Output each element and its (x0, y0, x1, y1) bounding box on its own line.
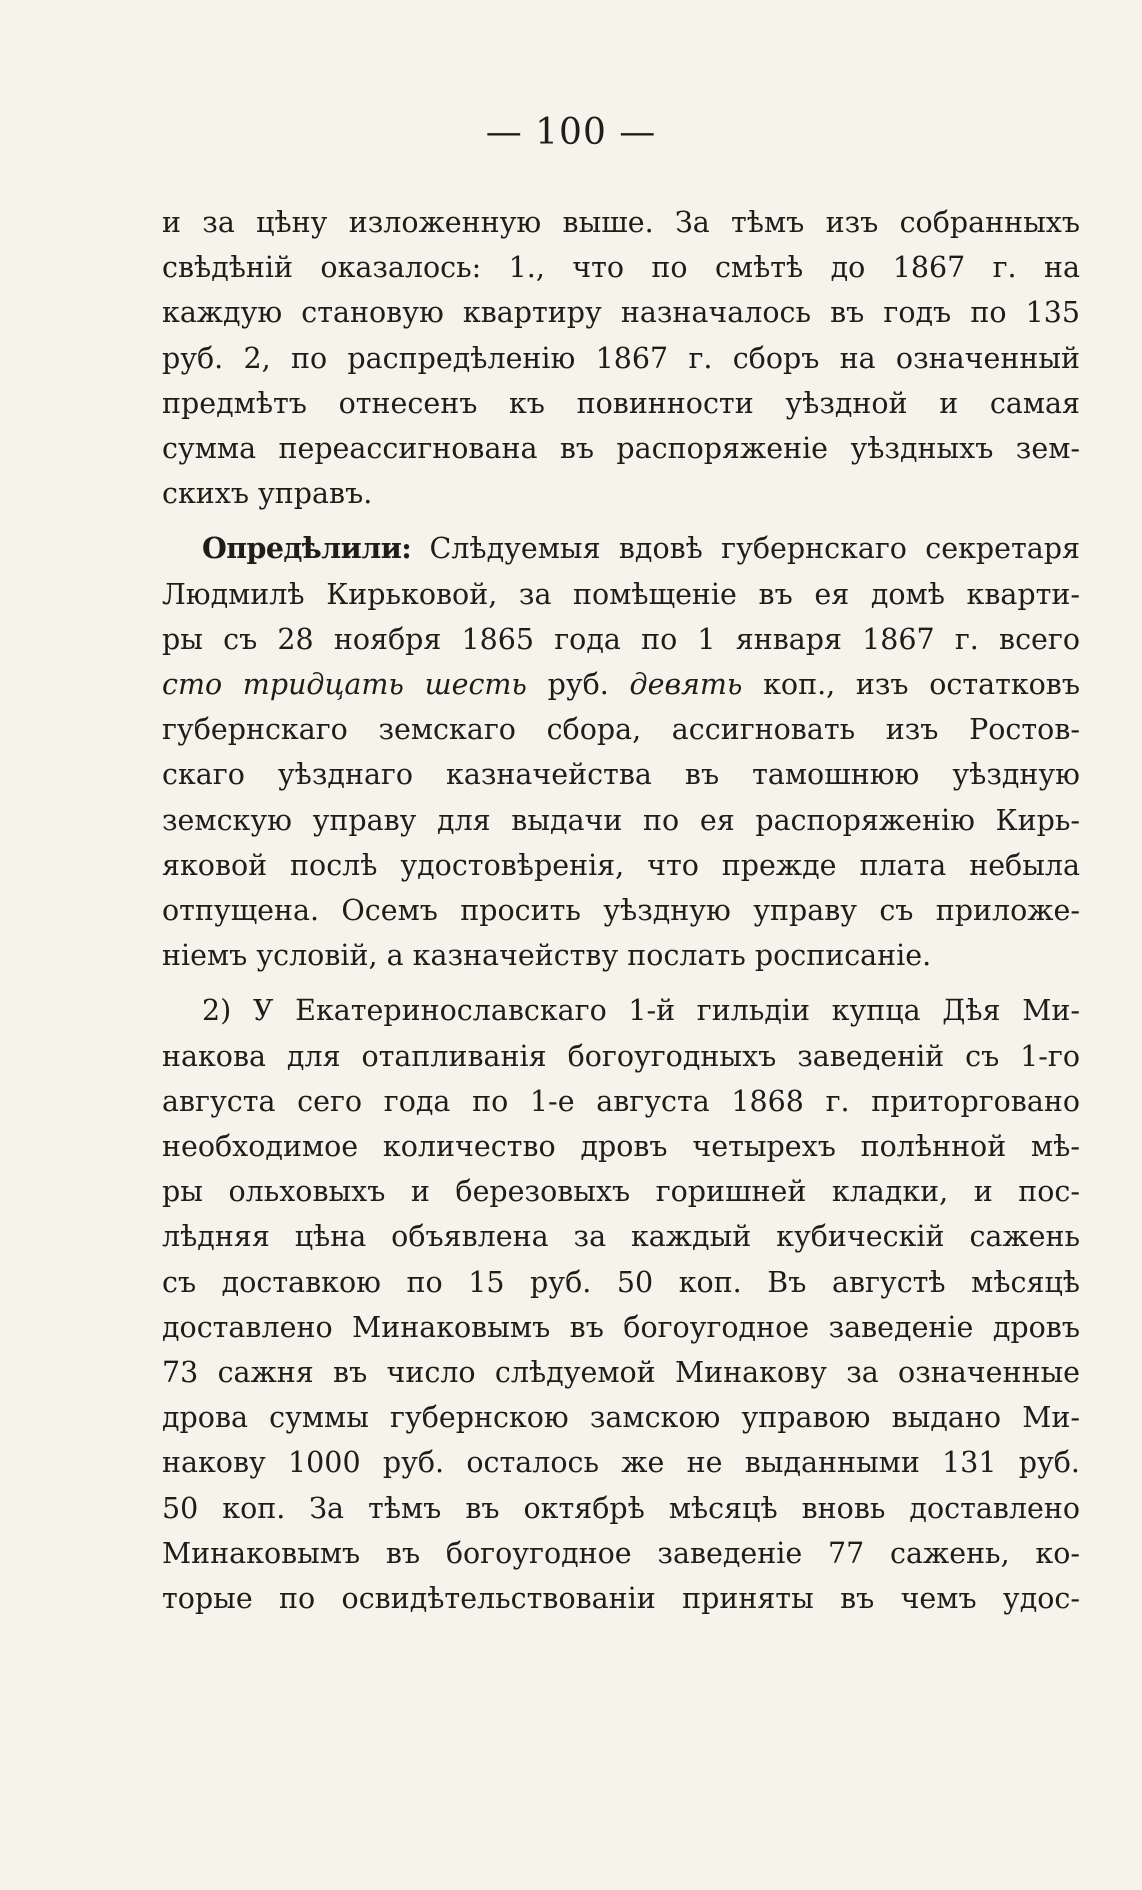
text-line: ры ольховыхъ и березовыхъ горишней кладки, и пос- (162, 1175, 1080, 1209)
text-line: губернскаго земскаго сбора, ассигновать изъ Ростов- (162, 713, 1080, 747)
text-line: сумма переассигнована въ распоряженіе уѣздныхъ зем- (162, 432, 1080, 466)
text-line: накову 1000 руб. осталось же не выданными 131 руб. (162, 1446, 1080, 1480)
text-line: Людмилѣ Кирьковой, за помѣщеніе въ ея домѣ кварти- (162, 577, 1080, 611)
text-line: 73 сажня въ число слѣдуемой Минакову за означенные (162, 1356, 1080, 1390)
text-line: свѣдѣній оказалось: 1., что по смѣтѣ до 1867 г. на (162, 251, 1080, 285)
italic-amount-rubles: сто тридцать шесть (162, 668, 527, 702)
text-line: дрова суммы губернскою замскою управою выдано Ми- (162, 1401, 1080, 1435)
text-line: скаго уѣзднаго казначейства въ тамошнюю уѣздную (162, 758, 1080, 792)
text-line: скихъ управъ. (162, 477, 373, 511)
text-line: ніемъ условій, а казначейству послать росписаніе. (162, 939, 932, 973)
text-line: 50 коп. За тѣмъ въ октябрѣ мѣсяцѣ вновь доставлено (162, 1491, 1080, 1525)
text-line: лѣдняя цѣна объявлена за каждый кубическій сажень (162, 1220, 1080, 1254)
text-run: руб. (526, 668, 630, 702)
text-line (162, 526, 1080, 571)
text-line: предмѣтъ отнесенъ къ повинности уѣздной и самая (162, 386, 1080, 420)
text-line: яковой послѣ удостовѣренія, что прежде плата небыла (162, 848, 1080, 882)
text-line: августа сего года по 1-е августа 1868 г. приторговано (162, 1084, 1080, 1118)
paragraph-2 (162, 526, 1080, 978)
text-line: каждую становую квартиру назначалось въ годъ по 135 (162, 296, 1080, 330)
resolution-label: Опредѣлили: (202, 531, 412, 566)
paragraph-3 (162, 988, 1080, 1621)
paragraph-1 (162, 200, 1080, 516)
text-line (162, 662, 1080, 707)
text-run: коп., изъ остатковъ (742, 668, 1080, 702)
text-line: накова для отапливанія богоугодныхъ заведеній съ 1-го (162, 1039, 1080, 1073)
text-line: отпущена. Осемъ просить уѣздную управу съ приложе- (162, 894, 1080, 928)
text-line: доставлено Минаковымъ въ богоугодное заведеніе дровъ (162, 1310, 1080, 1344)
text-line: и за цѣну изложенную выше. За тѣмъ изъ собранныхъ (162, 206, 1080, 239)
body-text (162, 200, 1080, 1621)
text-line: руб. 2, по распредѣленію 1867 г. сборъ на означенный (162, 341, 1080, 375)
text-run: Слѣдуемыя вдовѣ губернскаго секретаря (411, 532, 1080, 566)
text-line: Минаковымъ въ богоугодное заведеніе 77 сажень, ко- (162, 1536, 1080, 1570)
text-line: 2) У Екатеринославскаго 1-й гильдіи купца Дѣя Ми- (202, 994, 1080, 1028)
text-line: съ доставкою по 15 руб. 50 коп. Въ августѣ мѣсяцѣ (162, 1265, 1080, 1299)
page-number: — 100 — (485, 112, 657, 153)
text-line: земскую управу для выдачи по ея распоряженію Кирь- (162, 803, 1080, 837)
text-line: необходимое количество дровъ четырехъ полѣнной мѣ- (162, 1130, 1080, 1164)
italic-amount-kopecks: девять (629, 668, 743, 702)
text-line: торые по освидѣтельствованіи приняты въ чемъ удос- (162, 1582, 1080, 1616)
text-line: ры съ 28 ноября 1865 года по 1 января 1867 г. всего (162, 622, 1080, 656)
